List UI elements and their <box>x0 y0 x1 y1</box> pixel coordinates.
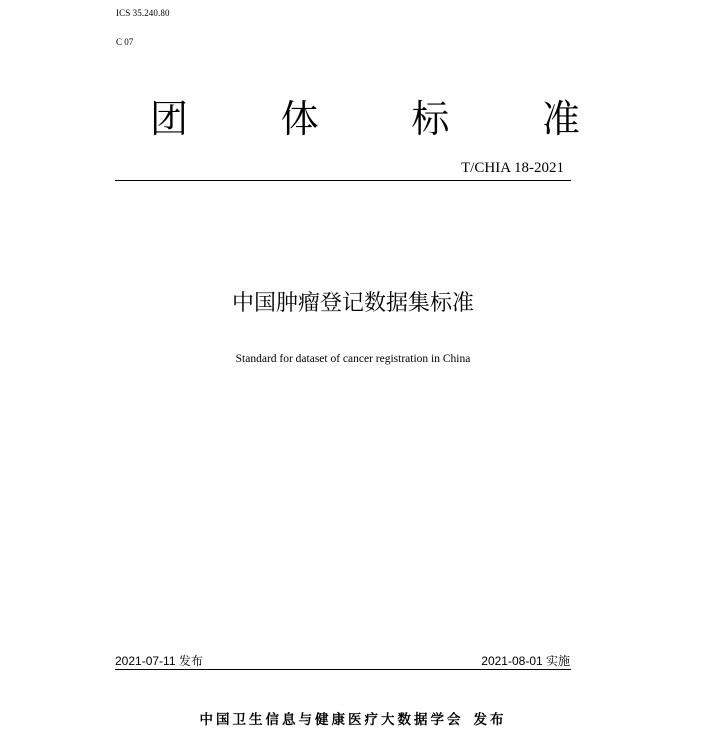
doc-type-char: 团 <box>150 97 189 141</box>
doc-type-char: 体 <box>280 97 319 141</box>
top-divider <box>115 180 571 181</box>
chinese-title: 中国肿瘤登记数据集标准 <box>231 291 474 316</box>
bottom-divider <box>115 669 571 670</box>
ics-code: ICS 35.240.80 <box>116 8 170 18</box>
publisher-line <box>0 708 706 728</box>
publisher-name: 中国卫生信息与健康医疗大数据学会 <box>199 712 464 728</box>
document-type-heading <box>150 96 580 142</box>
issue-date: 2021-07-11 发布 <box>115 654 203 668</box>
implementation-date: 2021-08-01 实施 <box>481 654 570 668</box>
standard-number: T/CHIA 18-2021 <box>461 160 564 176</box>
doc-type-char: 标 <box>411 97 450 141</box>
english-title: Standard for dataset of cancer registration in China <box>235 353 471 365</box>
publish-action: 发布 <box>473 712 507 728</box>
doc-type-char: 准 <box>541 97 580 141</box>
ccs-code: C 07 <box>116 37 134 47</box>
